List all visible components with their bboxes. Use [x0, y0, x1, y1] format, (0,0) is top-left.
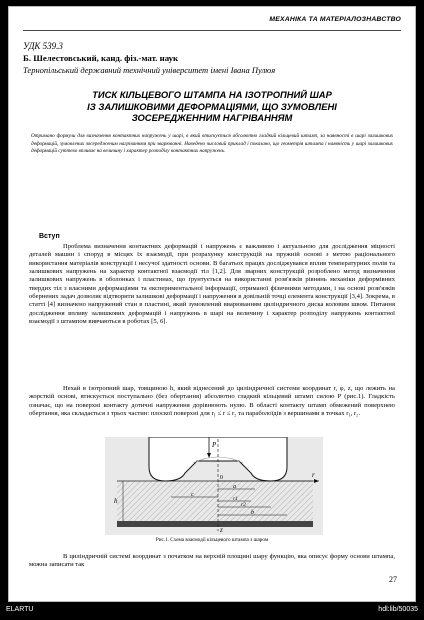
author-affiliation: Тернопільський державний технічний університет імені Івана Пулюя — [23, 65, 276, 75]
footer-handle: hdl:lib/50035 — [378, 606, 418, 613]
paragraph-problem: Нехай в ізотропний шар, товщиною h, який віднесений до циліндричної системи координат r, φ, z, що лежить на жорсткій основі, втискується поступально (без обертання) абсолютно гладкий кільцевий штамп силою P (рис.1). Гладкість означає, що на поверхні контакту дотичні напруження дорівнюють нулю. В області контакту штамп обмежений поверхнею обертання, яка складається з трьох частин: плоскої поверхні для r₁ ≤ r ≤ r₂ та параболоїдів з вершинами в точках r₁, r₂. — [29, 385, 395, 418]
section-heading: Вступ — [39, 233, 60, 240]
label-r: r — [312, 471, 315, 479]
label-b: b — [251, 510, 254, 516]
journal-section-title: МЕХАНІКА ТА МАТЕРІАЛОЗНАВСТВО — [269, 16, 401, 23]
running-header — [23, 13, 401, 31]
paragraph-intro: Проблема визначення контактних деформацій і напружень є важливою і актуальною для дослідження міцності деталей машин і споруд в місцях їх взаємодії, при розрахунку конструкцій на пружній основі з метою раціонального використання матеріалів конструкції і несучої здатності основи. В багатьох працях досліджувався вплив температурних полів та залишкових напружень на характер контактної взаємодії тіл [1,2]. Для зварних конструкцій розроблено метод визначення залишкових напружень в оболонках і пластинах, що ґрунтується на використанні розв'язків рівнянь механіки деформівних твердих тіл з власними деформаціями та експериментальної інформації, отриманої фізичними методами, і на основі розв'язків обернених задач дозволяє відтворити залишкові деформації і напруження в довільній точці елемента конструкції [3,4]. Зокрема, в статті [4] визначено напружений стан в пластині, який зумовлений вварюванням циліндричного диска коловим швом. Питання дослідження впливу залишкових деформацій і напружень в шарі на величину і характер розподілу напружень контактної взаємодії з штампом вивчаються в роботах [5, 6]. — [29, 243, 395, 326]
figure-stamp-diagram — [105, 437, 323, 535]
article-title — [23, 89, 401, 124]
author-name: Б. Шелестовський, канд. фіз.-мат. наук — [23, 53, 179, 63]
journal-page — [8, 6, 416, 602]
title-line-2: ІЗ ЗАЛИШКОВИМИ ДЕФОРМАЦІЯМИ, ЩО ЗУМОВЛЕНІ — [87, 100, 337, 112]
label-h: h — [114, 497, 118, 505]
paragraph-coordinates: В циліндричній системі координат з початком на верхній площині шару функцію, яка описує форму основи штампа, можна записати так — [29, 553, 395, 569]
label-c: c — [191, 492, 194, 498]
abstract: Отримано формули для визначення контактних напружень у шарі, в який втискується абсолютно гладкий кільцевий штамп, за наявності в шарі залишкових деформацій, зумовлених зосередженим нагріванням при зварюванні. Наведено числовий приклад і показано, що геометрія штампа і наявність у шарі залишкових деформацій суттєво впливає на величину і характер розподілу контактних напружень. — [31, 133, 393, 155]
footer-repository-name: ELARTU — [6, 606, 34, 613]
label-P: P — [212, 441, 217, 449]
header-rule — [23, 30, 401, 31]
figure-caption: Рис.1. Схема взаємодії кільцевого штампа з шаром — [155, 537, 269, 543]
title-line-3: ЗОСЕРЕДЖЕННИМ НАГРІВАННЯМ — [131, 112, 293, 123]
udk-code: УДК 539.3 — [23, 41, 63, 51]
label-z: z — [220, 526, 223, 534]
label-r2: r2 — [241, 502, 246, 508]
label-r1: r1 — [233, 496, 238, 502]
label-a: a — [233, 484, 236, 490]
page-number: 27 — [389, 575, 397, 584]
title-line-1: ТИСК КІЛЬЦЕВОГО ШТАМПА НА ІЗОТРОПНИЙ ШАР — [92, 89, 332, 100]
label-origin: 0 — [220, 475, 223, 481]
rigid-base — [117, 521, 313, 527]
